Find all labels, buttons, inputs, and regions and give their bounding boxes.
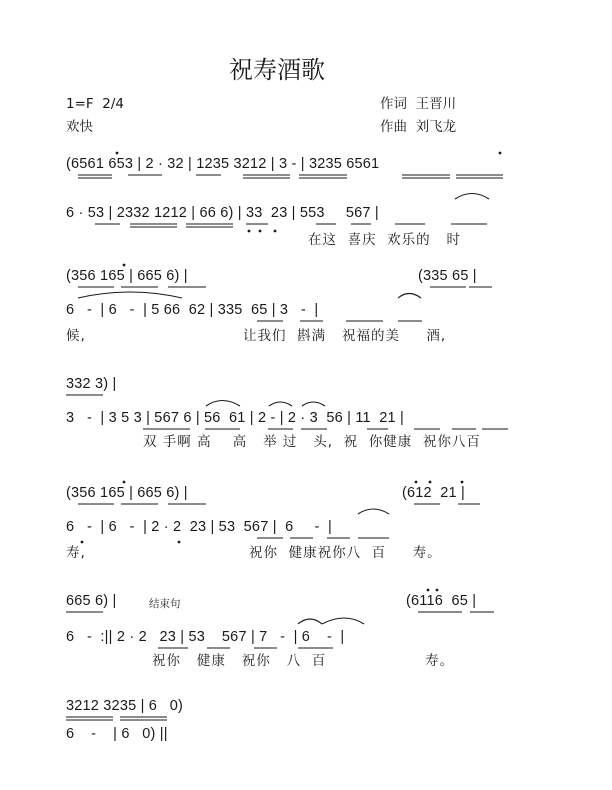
octave-dot bbox=[415, 481, 418, 484]
system-3-upper-notes: (356 165 | 665 6) | bbox=[66, 268, 188, 284]
system-6-upper-notes: 665 6) | bbox=[66, 593, 117, 609]
slur bbox=[398, 294, 421, 299]
system-7-notes: 6 - | 6 0) || bbox=[66, 726, 168, 742]
key-signature: 1=F 2/4 bbox=[66, 96, 124, 112]
slur bbox=[298, 619, 322, 624]
octave-dot bbox=[123, 481, 126, 484]
system-1-notes: (6561 653 | 2 · 32 | 1235 3212 | 3 - | 3235 6561 bbox=[66, 156, 380, 172]
octave-dot bbox=[274, 230, 277, 233]
system-7-upper-notes: 3212 3235 | 6 0) bbox=[66, 698, 184, 714]
composer-credit: 作曲 刘飞龙 bbox=[380, 119, 457, 135]
lyricist-credit: 作词 王晋川 bbox=[380, 96, 457, 112]
system-4-upper-notes: 332 3) | bbox=[66, 376, 117, 392]
slur bbox=[322, 618, 364, 624]
system-5-upper-right-notes: (612 21 | bbox=[402, 485, 466, 501]
octave-dot bbox=[81, 541, 84, 544]
system-5-notes: 6 - | 6 - | 2 · 2 23 | 53 567 | 6 - | bbox=[66, 519, 332, 535]
octave-dot bbox=[248, 230, 251, 233]
system-5-lyrics-start: 寿, bbox=[66, 545, 86, 561]
slur bbox=[269, 402, 292, 406]
octave-dot bbox=[123, 264, 126, 267]
song-title: 祝寿酒歌 bbox=[229, 56, 325, 84]
system-6-notes: 6 - :|| 2 · 2 23 | 53 567 | 7 - | 6 - | bbox=[66, 629, 345, 645]
system-3-upper-right-notes: (335 65 | bbox=[418, 268, 477, 284]
ending-label: 结束句 bbox=[149, 598, 181, 610]
system-2-notes: 6 · 53 | 2332 1212 | 66 6) | 33 23 | 553 567 | bbox=[66, 205, 379, 221]
octave-dot bbox=[259, 230, 262, 233]
system-2-lyrics: 在这 喜庆 欢乐的 时 bbox=[308, 232, 462, 248]
octave-dot bbox=[429, 481, 432, 484]
slur bbox=[358, 509, 389, 514]
octave-dot bbox=[178, 541, 181, 544]
system-4-notes: 3 - | 3 5 3 | 567 6 | 56 61 | 2 - | 2 · 3 56 | 11 21 | bbox=[66, 410, 404, 426]
system-3-notes: 6 - | 6 - | 5 66 62 | 335 65 | 3 - | bbox=[66, 302, 319, 318]
octave-dot bbox=[427, 589, 430, 592]
octave-dot bbox=[461, 481, 464, 484]
slur bbox=[206, 401, 240, 407]
system-5-lyrics: 祝你 健康祝你八 百 寿。 bbox=[249, 545, 442, 561]
tempo-marking: 欢快 bbox=[66, 119, 93, 135]
system-3-lyrics: 让我们 斟满 祝福的美 酒, bbox=[243, 328, 447, 344]
slur bbox=[455, 194, 489, 200]
system-4-lyrics: 双 手啊 高 高 举 过 头, 祝 你健康 祝你八百 bbox=[143, 434, 481, 450]
octave-dot bbox=[436, 589, 439, 592]
slur bbox=[78, 292, 182, 298]
system-6-lyrics-end: 寿。 bbox=[425, 653, 454, 669]
system-6-upper-right-notes: (6116 65 | bbox=[406, 593, 477, 609]
system-6-lyrics: 祝你 健康 祝你 八 百 bbox=[152, 653, 327, 669]
system-5-upper-notes: (356 165 | 665 6) | bbox=[66, 485, 188, 501]
slur bbox=[302, 402, 325, 406]
octave-dot bbox=[499, 152, 502, 155]
octave-dot bbox=[116, 152, 119, 155]
system-3-lyrics-start: 候, bbox=[66, 328, 86, 344]
